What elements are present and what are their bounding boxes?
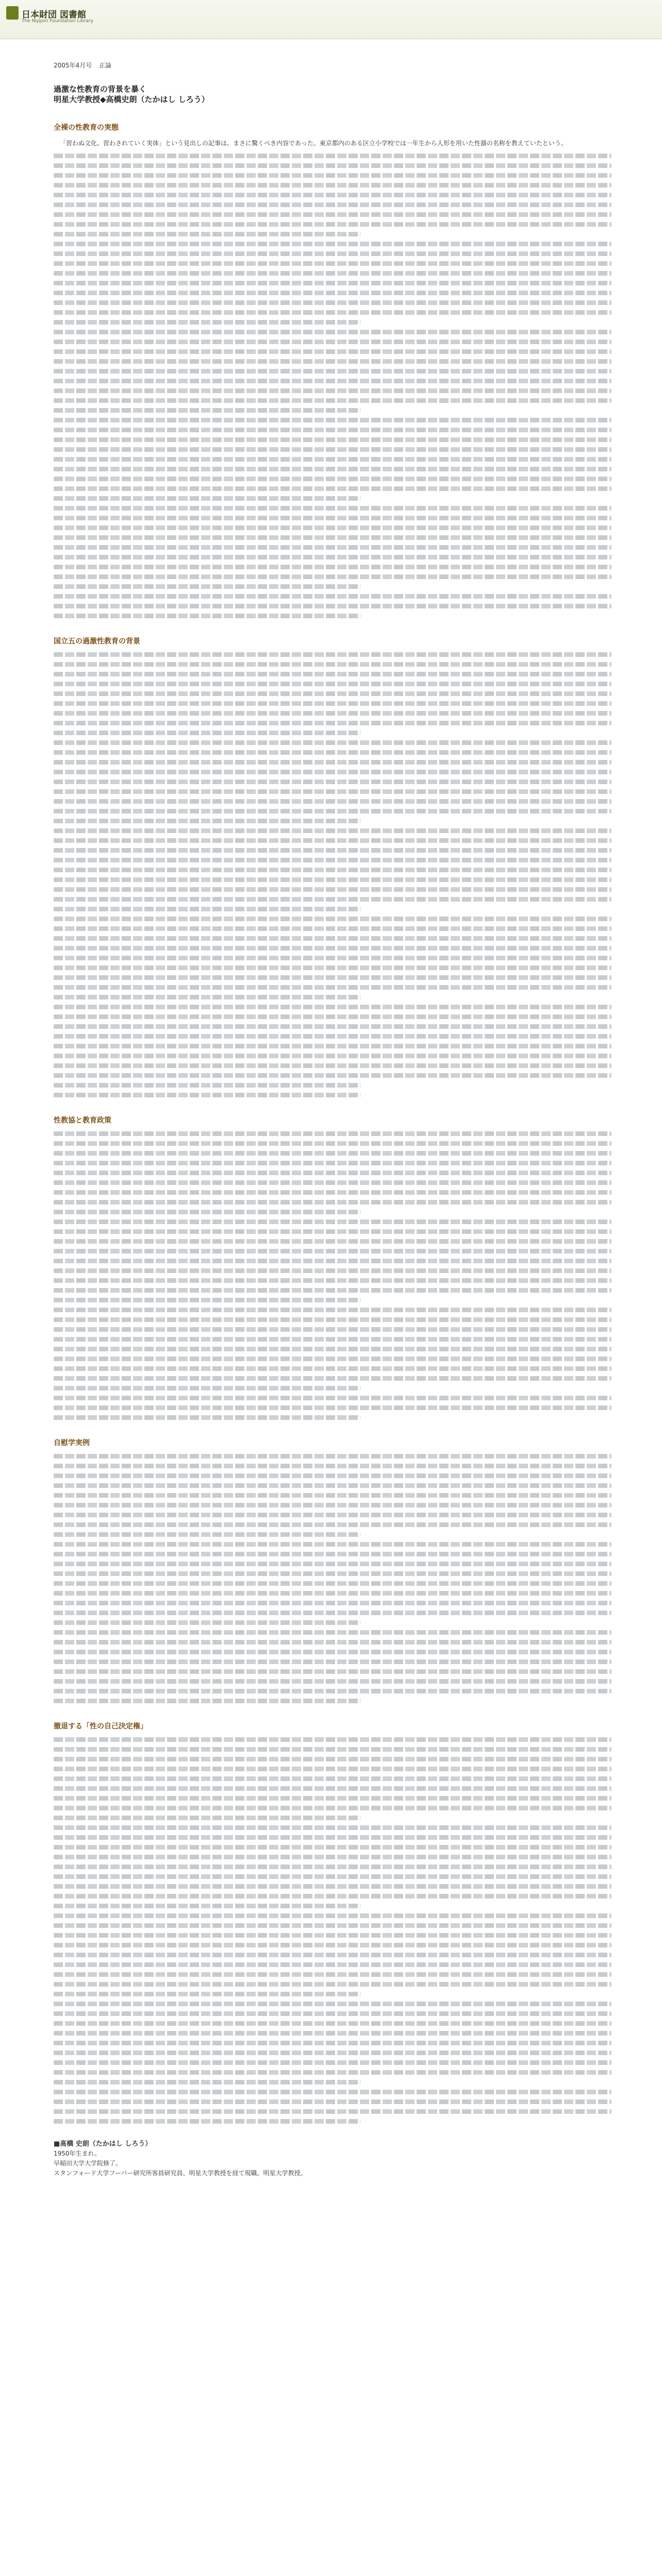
text-line xyxy=(54,1054,611,1058)
text-line xyxy=(54,447,611,452)
text-line xyxy=(54,457,611,462)
text-line xyxy=(54,711,611,716)
text-line xyxy=(54,506,611,511)
text-line xyxy=(54,212,611,217)
text-line xyxy=(54,594,611,599)
text-line xyxy=(54,1151,611,1156)
text-line xyxy=(54,721,611,725)
text-line xyxy=(54,1532,360,1537)
source-name: 正論 xyxy=(99,62,112,69)
text-line xyxy=(54,516,611,520)
text-line xyxy=(54,2070,611,2075)
text-line xyxy=(54,1845,611,1850)
text-line xyxy=(54,408,360,413)
text-line xyxy=(54,418,611,422)
text-line xyxy=(54,1278,611,1283)
text-line xyxy=(54,1611,611,1615)
text-line xyxy=(54,1415,360,1420)
text-line xyxy=(54,300,611,305)
text-line xyxy=(54,1786,611,1791)
text-line xyxy=(54,565,611,569)
text-line xyxy=(54,1816,360,1820)
text-line xyxy=(54,1210,360,1214)
section-heading: 自慰学実例 xyxy=(54,1439,90,1447)
text-line xyxy=(54,1904,360,1908)
text-line xyxy=(54,2060,611,2065)
text-line xyxy=(54,1659,611,1664)
text-line xyxy=(54,173,611,178)
text-line xyxy=(54,1913,611,1918)
article xyxy=(54,61,611,2178)
text-line xyxy=(54,1630,611,1635)
text-line xyxy=(54,2109,611,2114)
text-line xyxy=(54,1347,611,1351)
text-line xyxy=(54,1601,611,1605)
text-line xyxy=(54,526,611,530)
logo-subtitle: The Nippon Foundation Library xyxy=(22,19,93,24)
article-subtitle: 明星大学教授◆高橋史朗（たかはし しろう） xyxy=(54,95,209,104)
site-header xyxy=(0,0,662,39)
text-line xyxy=(54,1219,611,1224)
text-line xyxy=(54,398,611,403)
text-line xyxy=(54,740,611,745)
text-line xyxy=(54,1737,611,1742)
text-line xyxy=(54,838,611,843)
text-line xyxy=(54,1249,611,1253)
author-education: 早稲田大学大学院修了。 xyxy=(54,2160,122,2167)
section-heading: 性教協と教育政策 xyxy=(54,1116,111,1125)
text-line xyxy=(54,1317,611,1322)
text-line xyxy=(54,1943,611,1947)
text-line xyxy=(54,1161,611,1165)
body-text-block xyxy=(54,652,611,1097)
text-line xyxy=(54,1288,611,1293)
text-line xyxy=(54,1093,360,1097)
text-line xyxy=(54,340,611,344)
text-line xyxy=(54,1171,611,1175)
text-line xyxy=(54,1005,611,1009)
text-line xyxy=(54,1386,360,1391)
text-line xyxy=(54,271,611,276)
text-line xyxy=(54,1972,611,1977)
text-line xyxy=(54,555,611,560)
text-line xyxy=(54,359,611,364)
text-line xyxy=(54,2002,611,2006)
text-line xyxy=(54,1366,611,1371)
text-line xyxy=(54,1884,611,1889)
text-line xyxy=(54,946,611,951)
text-line xyxy=(54,819,360,823)
text-line xyxy=(54,672,611,676)
text-line xyxy=(54,1083,360,1088)
library-logo[interactable] xyxy=(6,3,93,33)
text-line xyxy=(54,1747,611,1752)
text-line xyxy=(54,1024,611,1029)
text-line xyxy=(54,1034,611,1039)
body-text-block xyxy=(54,1131,611,1420)
text-line xyxy=(54,477,611,481)
author-name: ■髙橋 史朗（たかはし しろう） xyxy=(54,2140,152,2148)
text-line xyxy=(54,985,611,990)
text-line xyxy=(54,652,611,657)
body-text-block xyxy=(54,1454,611,1703)
text-line xyxy=(54,858,611,862)
text-line xyxy=(54,1982,611,1987)
text-line xyxy=(54,1874,611,1879)
text-line xyxy=(54,232,360,236)
section-heading: 全裸の性教育の実態 xyxy=(54,124,119,132)
section-heading: 撤退する「性の自己決定権」 xyxy=(54,1722,147,1731)
text-line xyxy=(54,1014,611,1019)
text-line xyxy=(54,1669,611,1674)
author-profile xyxy=(54,2139,611,2178)
text-line xyxy=(54,1923,611,1928)
text-line xyxy=(54,1992,360,1996)
text-line xyxy=(54,1229,611,1234)
text-line xyxy=(54,956,611,960)
text-line xyxy=(54,731,360,735)
text-line xyxy=(54,496,360,501)
text-line xyxy=(54,2090,611,2094)
foundation-mark-icon xyxy=(6,6,19,20)
text-line xyxy=(54,154,611,158)
text-line xyxy=(54,388,611,393)
text-line xyxy=(54,486,611,491)
text-line xyxy=(54,251,611,256)
text-line xyxy=(54,2099,611,2104)
section-heading: 国立五の過激性教育の背景 xyxy=(54,637,140,646)
text-line xyxy=(54,1473,611,1478)
text-line xyxy=(54,1522,611,1527)
text-line xyxy=(54,877,611,882)
text-line xyxy=(54,1180,611,1185)
text-line xyxy=(54,1464,611,1468)
text-line xyxy=(54,291,611,295)
text-line xyxy=(54,1200,611,1205)
text-line xyxy=(54,193,611,197)
text-line xyxy=(54,1542,611,1547)
text-line xyxy=(54,1268,611,1273)
text-line xyxy=(54,310,611,315)
text-line xyxy=(54,2021,611,2026)
section-intro: 「習わぬ文化、習わされていく実体」という見出しの記事は、まさに驚くべき内容であった。東京都内のある区立小学校では一年生から人形を用いた性器の名称を教えていたという。 xyxy=(60,140,567,147)
text-line xyxy=(54,1327,611,1332)
text-line xyxy=(54,799,611,804)
text-line xyxy=(54,1767,611,1771)
body-text-block xyxy=(54,1737,611,2124)
text-line xyxy=(54,349,611,354)
article-meta xyxy=(54,61,611,70)
author-born: 1950年生まれ。 xyxy=(54,2150,101,2157)
text-line xyxy=(54,701,611,706)
text-line xyxy=(54,1865,611,1869)
text-line xyxy=(54,662,611,667)
text-line xyxy=(54,1063,611,1068)
text-line xyxy=(54,907,360,911)
text-line xyxy=(54,604,611,608)
text-line xyxy=(54,848,611,853)
text-line xyxy=(54,614,360,618)
text-line xyxy=(54,1131,611,1136)
text-line xyxy=(54,1591,611,1596)
text-line xyxy=(54,222,611,227)
text-line xyxy=(54,574,611,579)
text-line xyxy=(54,965,611,970)
text-line xyxy=(54,428,611,432)
text-line xyxy=(54,2080,360,2084)
text-line xyxy=(54,2119,360,2124)
text-line xyxy=(54,584,360,589)
text-line xyxy=(54,1308,611,1312)
text-line xyxy=(54,760,611,765)
text-line xyxy=(54,1835,611,1840)
text-line xyxy=(54,1796,611,1801)
text-line xyxy=(54,1894,611,1899)
text-line xyxy=(54,1640,611,1645)
text-line xyxy=(54,682,611,686)
text-line xyxy=(54,770,611,774)
text-line xyxy=(54,467,611,471)
text-line xyxy=(54,1376,611,1381)
text-line xyxy=(54,926,611,931)
text-line xyxy=(54,1933,611,1938)
text-line xyxy=(54,1239,611,1244)
text-line xyxy=(54,1337,611,1342)
text-line xyxy=(54,1396,611,1400)
text-line xyxy=(54,868,611,872)
text-line xyxy=(54,828,611,833)
logo-title: 日本財団 図書館 xyxy=(22,10,86,20)
text-line xyxy=(54,1190,611,1195)
text-line xyxy=(54,887,611,892)
text-line xyxy=(54,2050,611,2055)
text-line xyxy=(54,183,611,188)
issue-date: 2005年4月号 xyxy=(54,62,92,69)
text-line xyxy=(54,163,611,168)
text-line xyxy=(54,936,611,941)
text-line xyxy=(54,535,611,540)
text-line xyxy=(54,1776,611,1781)
text-line xyxy=(54,995,360,999)
text-line xyxy=(54,261,611,266)
text-line xyxy=(54,1483,611,1488)
text-line xyxy=(54,202,611,207)
text-line xyxy=(54,369,611,374)
text-line xyxy=(54,320,360,325)
text-line xyxy=(54,975,611,980)
text-line xyxy=(54,1962,611,1967)
text-line xyxy=(54,1855,611,1859)
text-line xyxy=(54,1552,611,1556)
text-line xyxy=(54,897,611,902)
text-line xyxy=(54,281,611,285)
text-line xyxy=(54,1689,611,1693)
text-line xyxy=(54,242,611,246)
text-line xyxy=(54,1493,611,1498)
text-line xyxy=(54,1825,611,1830)
text-line xyxy=(54,1503,611,1507)
text-line xyxy=(54,691,611,696)
article-title: 過激な性教育の背景を暴く xyxy=(54,84,147,94)
text-line xyxy=(54,1620,360,1625)
text-line xyxy=(54,379,611,383)
text-line xyxy=(54,545,611,550)
text-line xyxy=(54,809,611,814)
text-line xyxy=(54,1513,611,1517)
text-line xyxy=(54,2011,611,2016)
text-line xyxy=(54,1699,360,1703)
text-line xyxy=(54,1650,611,1654)
text-line xyxy=(54,1679,611,1684)
text-line xyxy=(54,2031,611,2036)
text-line xyxy=(54,437,611,442)
text-line xyxy=(54,779,611,784)
text-line xyxy=(54,1953,611,1957)
text-line xyxy=(54,1259,611,1263)
text-line xyxy=(54,2041,611,2045)
text-line xyxy=(54,1298,360,1302)
text-line xyxy=(54,1141,611,1146)
text-line xyxy=(54,1757,611,1761)
text-line xyxy=(54,1073,611,1078)
text-line xyxy=(54,789,611,794)
body-text-block xyxy=(54,154,611,618)
author-career: スタンフォード大学フーバー研究所客員研究員、明星大学教授を経て現職。明星大学教授。 xyxy=(54,2170,307,2177)
text-line xyxy=(54,1562,611,1566)
text-line xyxy=(54,750,611,755)
text-line xyxy=(54,1357,611,1361)
text-line xyxy=(54,1571,611,1576)
text-line xyxy=(54,1806,611,1810)
text-line xyxy=(54,917,611,921)
text-line xyxy=(54,1044,611,1048)
text-line xyxy=(54,1454,611,1459)
text-line xyxy=(54,330,611,334)
text-line xyxy=(54,1405,611,1410)
text-line xyxy=(54,1581,611,1586)
